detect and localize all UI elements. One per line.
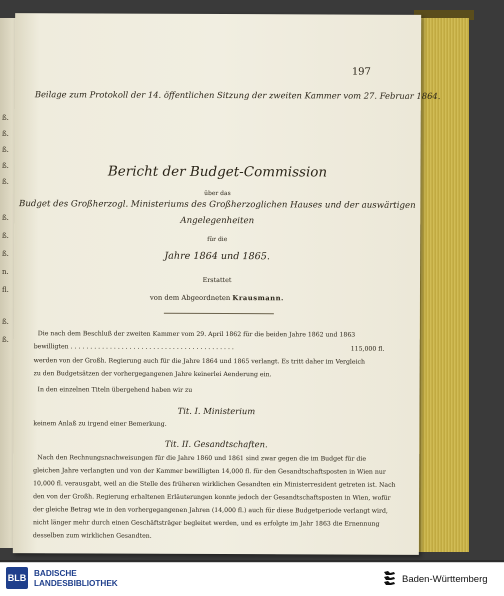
- paragraph-line: gleichen Jahre verlangten und von der Kammer bewilligten 14,000 fl. für den Gesandtschaftsposten in Wien nur: [33, 467, 386, 476]
- amount-value: 115,000 fl.: [350, 345, 385, 353]
- left-margin-mark: ß.: [2, 214, 9, 222]
- left-margin-mark: ß.: [2, 146, 9, 154]
- paragraph-line: Die nach dem Beschluß der zweiten Kammer vom 29. April 1862 für die beiden Jahre 1862 und 1863: [37, 330, 356, 339]
- document-page: [13, 13, 441, 555]
- section-heading: Tit. II. Gesandtschaften.: [164, 438, 268, 450]
- paragraph-line: keinem Anlaß zu irgend einer Bemerkung.: [33, 420, 167, 428]
- document-title: Bericht der Budget-Commission: [107, 163, 328, 181]
- paragraph-line: der gleiche Betrag wie in den vorhergegangenen Jahren (14,000 fl.) auch für diese Budgetperiode verlangt wird,: [32, 506, 388, 515]
- paragraph-line: nicht länger mehr durch einen Geschäftsträger begleitet werden, und es erfolgte im Jahr 1863 die Ernennung: [32, 519, 380, 528]
- blb-name-line: LANDESBIBLIOTHEK: [34, 579, 118, 588]
- budget-years: Jahre 1864 und 1865.: [164, 250, 270, 263]
- paragraph-line: werden von der Großh. Regierung auch für die Jahre 1864 und 1865 verlangt. Es tritt daher im Vergleich: [33, 357, 366, 366]
- left-margin-mark: ß.: [2, 130, 9, 138]
- title-connector: für die: [207, 235, 228, 244]
- left-margin-mark: ß.: [2, 336, 9, 344]
- paragraph-line: 10,000 fl. verausgabt, weil an die Stelle des früheren wirklichen Gesandten ein Ministerresident getreten ist. Nach: [33, 480, 396, 489]
- section-divider: [164, 313, 274, 314]
- blb-name-line: BADISCHE: [34, 569, 77, 578]
- left-margin-mark: fl.: [2, 286, 9, 294]
- author-prefix: von dem Abgeordneten: [149, 293, 231, 303]
- left-margin-mark: ß.: [2, 162, 9, 170]
- author-line: [14, 293, 420, 303]
- erstattet-label: Erstattet: [202, 275, 232, 285]
- paragraph-line: zu den Budgetsätzen der vorhergegangenen Jahre keinerlei Aenderung ein.: [33, 370, 272, 379]
- paragraph-line: In den einzelnen Titeln übergehend haben wir zu: [37, 386, 193, 394]
- page-header: Beilage zum Protokoll der 14. öffentlichen Sitzung der zweiten Kammer vom 27. Februar 1864.: [34, 89, 441, 101]
- left-margin-mark: ß.: [2, 318, 9, 326]
- left-margin-mark: ß.: [2, 114, 9, 122]
- paragraph-line: den von der Großh. Regierung erhaltenen Erläuterungen konnte jedoch der Gesandtschaftsposten in Wien, wofür: [33, 493, 391, 502]
- subject-line: Budget des Großherzogl. Ministeriums des Großherzoglichen Hauses und der auswärtigen: [19, 199, 416, 211]
- page-number: 197: [351, 66, 371, 78]
- author-name: Krausmann.: [232, 294, 284, 303]
- blb-name[interactable]: [34, 569, 118, 589]
- blb-logo-icon[interactable]: BLB: [6, 567, 28, 589]
- baden-wuerttemberg-lions-icon: [382, 569, 398, 587]
- subject-line: Angelegenheiten: [180, 215, 255, 227]
- left-margin-mark: ß.: [2, 250, 9, 258]
- left-margin-mark: ß.: [2, 178, 9, 186]
- paragraph-line: desselben zum wirklichen Gesandten.: [32, 532, 152, 540]
- title-connector: über das: [204, 189, 231, 198]
- paragraph-line: bewilligten . . . . . . . . . . . . . . . . . . . . . . . . . . . . . . . . . . . . . . . . . .: [33, 343, 234, 352]
- baden-wuerttemberg-label[interactable]: Baden-Württemberg: [402, 574, 488, 585]
- section-heading: Tit. I. Ministerium: [177, 405, 256, 417]
- left-margin-mark: ß.: [2, 232, 9, 240]
- left-margin-mark: n.: [2, 268, 9, 276]
- paragraph-line: Nach den Rechnungsnachweisungen für die Jahre 1860 und 1861 sind zwar gegen die im Budget für die: [37, 454, 367, 463]
- footer-bar: [0, 562, 504, 596]
